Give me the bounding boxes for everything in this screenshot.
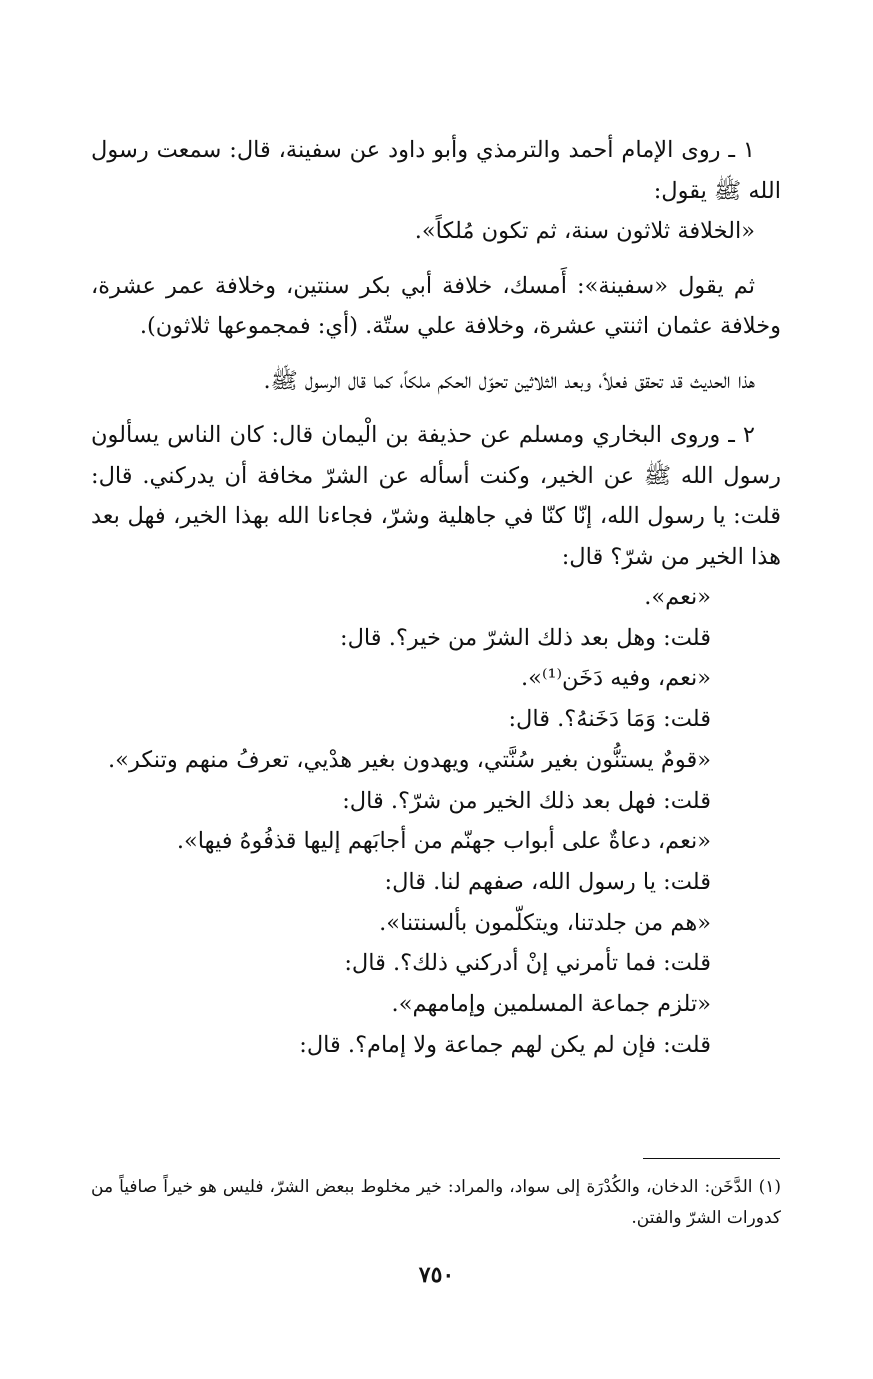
page-number: ٧٥٠ [418,1262,455,1288]
dialogue-line: «نعم، دعاةٌ على أبواب جهنّم من أجابَهم إليها قذفُوهُ فيها». [176,828,711,855]
hadith-quote-1: «الخلافة ثلاثون سنة، ثم تكون مُلكاً». [414,218,755,244]
dialogue-line: «قومٌ يستنُّون بغير سُنَّتي، ويهدون بغير هدْيي، تعرفُ منهم وتنكر». [108,746,711,773]
dialogue-line: قلت: فإن لم يكن لهم جماعة ولا إمام؟. قال: [299,1031,711,1058]
dialogue-line: قلت: فهل بعد ذلك الخير من شرّ؟. قال: [342,787,711,814]
page-body [91,130,781,1065]
dialogue-line: «نعم، وفيه دَخَن⁽¹⁾». [521,665,711,692]
footnote: (١) الدَّخَن: الدخان، والكُدْرَة إلى سواد، والمراد: خير مخلوط ببعض الشرّ، فليس هو خيراً صافياً من كدورات الشرّ والفتن. [91,1177,781,1228]
paragraph-1: ١ ـ روى الإمام أحمد والترمذي وأبو داود عن سفينة، قال: سمعت رسول الله ﷺ يقول: [91,137,781,204]
dialogue-line: قلت: يا رسول الله، صفهم لنا. قال: [384,868,711,895]
dialogue-line: «تلزم جماعة المسلمين وإمامهم». [391,991,711,1018]
dialogue-line: قلت: فما تأمرني إنْ أدركني ذلك؟. قال: [344,950,711,977]
paragraph-3: هذا الحديث قد تحقق فعلاً، وبعد الثلاثين تحوّل الحكم ملكاً، كما قال الرسول ﷺ. [263,367,755,394]
footnote-divider [643,1158,780,1159]
dialogue-line: «هم من جلدتنا، ويتكلّمون بألسنتنا». [379,909,711,936]
dialogue-line: «نعم». [644,584,711,610]
dialogue-line: قلت: وهل بعد ذلك الشرّ من خير؟. قال: [340,624,711,651]
paragraph-2: ثم يقول «سفينة»: أَمسك، خلافة أبي بكر سنتين، وخلافة عمر عشرة، وخلافة عثمان اثنتي عشرة، وخلافة علي ستّة. (أي: فمجموعها ثلاثون). [91,272,781,339]
dialogue-block [91,577,781,1065]
dialogue-line: قلت: وَمَا دَخَنهُ؟. قال: [508,706,711,733]
paragraph-4: ٢ ـ وروى البخاري ومسلم عن حذيفة بن الْيمان قال: كان الناس يسألون رسول الله ﷺ عن الخير، وكنت أسأله عن الشرّ مخافة أن يدركني. قال: قلت: يا رسول الله، إنّا كنّا في جاهلية وشرّ، فجاءنا الله بهذا الخير، فهل بعد هذا الخير من شرّ؟ قال: [91,422,781,570]
